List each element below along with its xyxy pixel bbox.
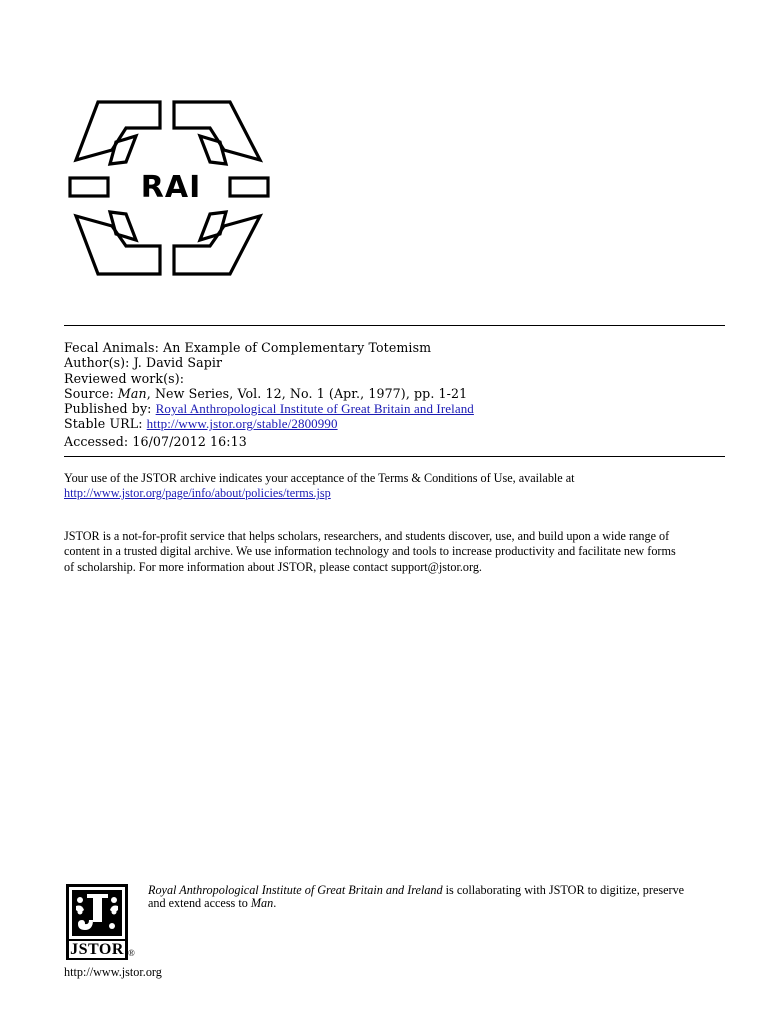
terms-paragraph: [64, 471, 724, 502]
about-line-1: JSTOR is a not-for-profit service that helps scholars, researchers, and students discover, use, and build upon a wide range of: [64, 529, 670, 543]
author-label: Author(s):: [64, 355, 130, 371]
author-line: [64, 355, 724, 370]
publisher-link[interactable]: Royal Anthropological Institute of Great Britain and Ireland: [155, 401, 474, 417]
stable-url-label: Stable URL:: [64, 416, 143, 432]
terms-text: Your use of the JSTOR archive indicates your acceptance of the Terms & Conditions of Use, available at: [64, 471, 575, 485]
collaboration-line-2: [148, 897, 728, 910]
source-journal: Man: [117, 385, 147, 401]
published-label: Published by:: [64, 401, 152, 417]
registered-mark: ®: [128, 948, 135, 958]
about-paragraph: [64, 529, 734, 575]
stable-url-link[interactable]: http://www.jstor.org/stable/2800990: [146, 416, 338, 432]
footer-journal: Man: [250, 895, 274, 910]
source-label: Source:: [64, 385, 114, 401]
reviewed-works-label: Reviewed work(s):: [64, 370, 185, 386]
accessed-line: [64, 434, 724, 449]
footer-publisher: Royal Anthropological Institute of Great Britain and Ireland: [148, 883, 443, 897]
top-rule: [64, 325, 725, 326]
collaboration-statement: [148, 884, 728, 909]
about-line-3: of scholarship. For more information about JSTOR, please contact support@jstor.org.: [64, 559, 482, 574]
footer-collab-text: is collaborating with JSTOR to digitize, preserve: [442, 883, 685, 897]
stable-url-line: [64, 416, 724, 431]
accessed-date: 16/07/2012 16:13: [132, 433, 247, 449]
rai-logo: [64, 98, 272, 278]
terms-link[interactable]: http://www.jstor.org/page/info/about/policies/terms.jsp: [64, 486, 331, 501]
source-details: , New Series, Vol. 12, No. 1 (Apr., 1977), pp. 1-21: [146, 385, 468, 401]
jstor-url[interactable]: http://www.jstor.org: [64, 965, 162, 979]
published-line: [64, 401, 724, 416]
author-name: J. David Sapir: [133, 355, 223, 371]
about-line-2: content in a trusted digital archive. We use information technology and tools to increase productivity and facilitate new forms: [64, 544, 676, 559]
jstor-logo: [66, 884, 135, 962]
metadata-block: [64, 340, 724, 449]
source-line: [64, 386, 724, 401]
bottom-rule: [64, 456, 725, 457]
footer-line2-suffix: .: [273, 895, 277, 910]
accessed-label: Accessed:: [64, 433, 129, 449]
footer-line2-prefix: and extend access to: [148, 895, 251, 910]
rai-logo-text: RAI: [140, 170, 202, 205]
article-title: Fecal Animals: An Example of Complementary Totemism: [64, 340, 432, 355]
jstor-logo-text: JSTOR: [70, 941, 124, 958]
